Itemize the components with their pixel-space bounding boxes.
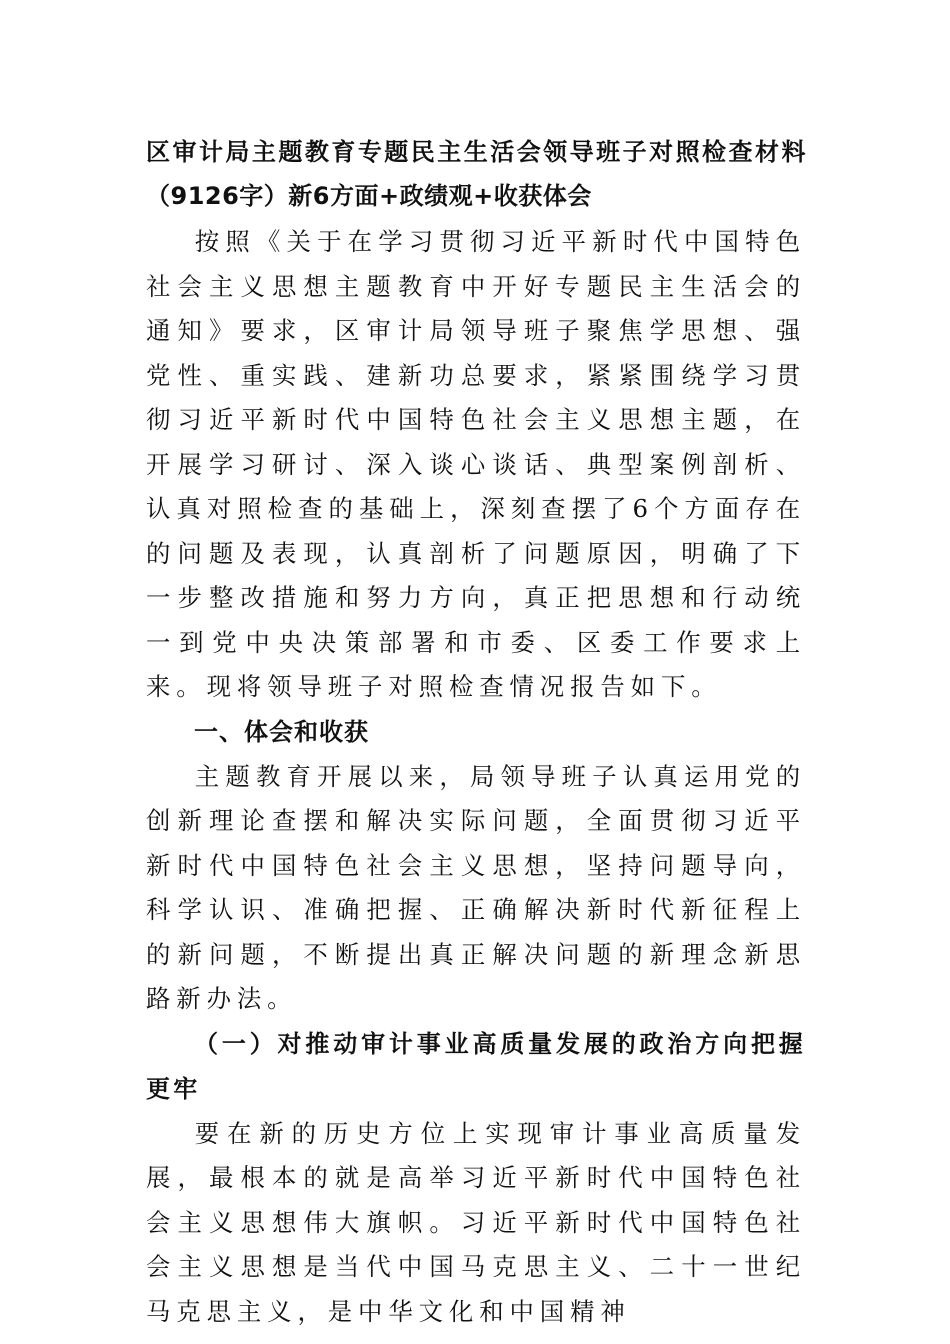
subsection-heading-political-direction: （一）对推动审计事业高质量发展的政治方向把握更牢 (146, 1029, 806, 1103)
document-title: 区审计局主题教育专题民主生活会领导班子对照检查材料（9126字）新6方面+政绩观+收获体会 (146, 138, 806, 210)
document-body (146, 130, 806, 1334)
subsection-paragraph-political-direction: 要在新的历史方位上实现审计事业高质量发展，最根本的就是高举习近平新时代中国特色社会主义思想伟大旗帜。习近平新时代中国特色社会主义思想是当代中国马克思主义、二十一世纪马克思主义，是中华文化和中国精神 (146, 1118, 806, 1326)
section-heading-experience: 一、体会和收获 (194, 717, 369, 746)
section-paragraph-experience: 主题教育开展以来，局领导班子认真运用党的创新理论查摆和解决实际问题，全面贯彻习近平新时代中国特色社会主义思想，坚持问题导向，科学认识、准确把握、正确解决新时代新征程上的新问题，不断提出真正解决问题的新理念新思路新办法。 (146, 761, 806, 1013)
intro-paragraph: 按照《关于在学习贯彻习近平新时代中国特色社会主义思想主题教育中开好专题民主生活会的通知》要求，区审计局领导班子聚焦学思想、强党性、重实践、建新功总要求，紧紧围绕学习贯彻习近平新时代中国特色社会主义思想主题，在开展学习研讨、深入谈心谈话、典型案例剖析、认真对照检查的基础上，深刻查摆了6个方面存在的问题及表现，认真剖析了问题原因，明确了下一步整改措施和努力方向，真正把思想和行动统一到党中央决策部署和市委、区委工作要求上来。现将领导班子对照检查情况报告如下。 (146, 227, 806, 701)
